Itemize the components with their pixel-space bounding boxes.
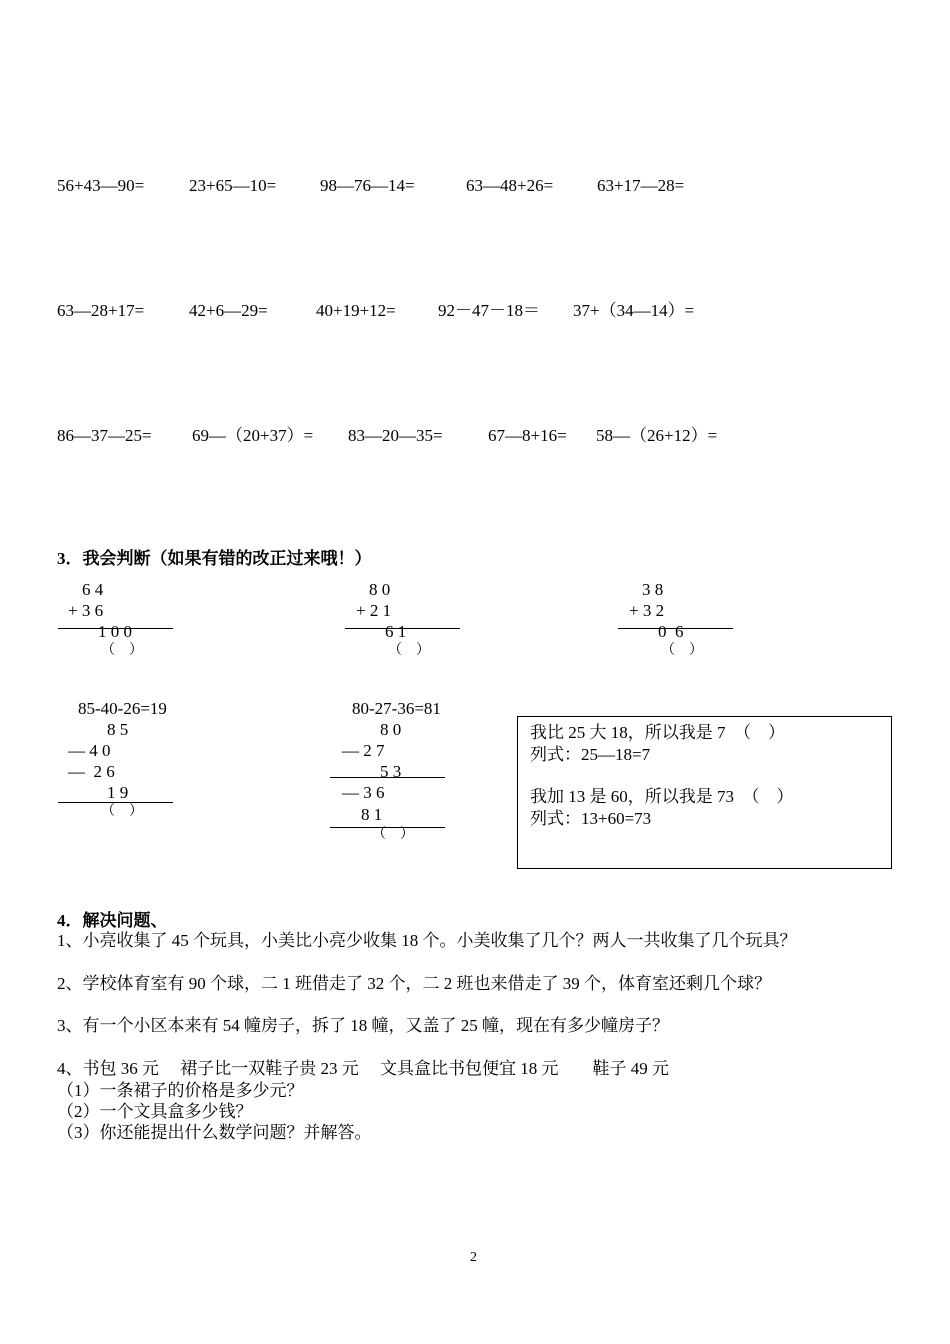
expr: 63+17—28= [597, 176, 685, 195]
expr: 42+6—29= [189, 301, 268, 320]
box-line-2: 列式：25—18=7 [530, 745, 651, 764]
expr: 40+19+12= [316, 301, 396, 320]
expr: 63—48+26= [466, 176, 554, 195]
line-5: 8 1 [361, 805, 383, 824]
page-number: 2 [470, 1250, 477, 1265]
operand-mid: + 3 2 [629, 601, 665, 620]
result: 0 6 [658, 622, 684, 641]
line-3: — 2 6 [68, 762, 115, 781]
answer-paren: （ ） [372, 827, 414, 842]
operand-mid: + 2 1 [356, 601, 392, 620]
question-4-part-1: （1）一条裙子的价格是多少元？ [57, 1081, 304, 1100]
operand-top: 3 8 [642, 580, 664, 599]
answer-paren: （ ） [101, 804, 143, 819]
question-1: 1、小亮收集了 45 个玩具，小美比小亮少收集 18 个。小美收集了几个？两人一共收集了几个玩具？ [57, 931, 797, 950]
expr: 37+（34—14）= [573, 301, 695, 320]
expr: 63—28+17= [57, 301, 145, 320]
box-line-4: 列式：13+60=73 [530, 809, 652, 828]
question-3: 3、有一个小区本来有 54 幢房子，拆了 18 幢，又盖了 25 幢，现在有多少幢房子？ [57, 1016, 669, 1035]
line-3: 5 3 [380, 762, 402, 781]
question-4-part-2: （2）一个文具盒多少钱？ [57, 1102, 253, 1121]
line-4: — 3 6 [342, 783, 385, 802]
answer-paren: （ ） [661, 643, 703, 658]
section-4-title: 4．解决问题、 [57, 911, 168, 930]
answer-paren: （ ） [388, 643, 430, 658]
box-line-1: 我比 25 大 18，所以我是 7 （ ） [530, 723, 785, 742]
expr: 56+43—90= [57, 176, 145, 195]
expr: 83—20—35= [348, 426, 443, 445]
box-line-3: 我加 13 是 60，所以我是 73 （ ） [530, 787, 794, 806]
question-4-part-3: （3）你还能提出什么数学问题？并解答。 [57, 1123, 372, 1142]
answer-paren: （ ） [101, 643, 143, 658]
line-4: 1 9 [107, 783, 129, 802]
subtotal-line [330, 777, 445, 778]
result: 1 0 0 [98, 622, 132, 641]
result-line [58, 802, 173, 803]
expr: 92－47－18＝ [438, 301, 540, 320]
operand-top: 8 0 [369, 580, 391, 599]
expr: 86—37—25= [57, 426, 152, 445]
expr: 58—（26+12）= [596, 426, 718, 445]
line-2: — 2 7 [342, 741, 385, 760]
expr: 69—（20+37）= [192, 426, 314, 445]
line-2: — 4 0 [68, 741, 111, 760]
operand-mid: + 3 6 [68, 601, 104, 620]
result: 6 1 [385, 622, 407, 641]
line-1: 8 0 [380, 720, 402, 739]
equation: 80-27-36=81 [352, 699, 441, 718]
line-1: 8 5 [107, 720, 129, 739]
operand-top: 6 4 [82, 580, 104, 599]
section-3-title: 3．我会判断（如果有错的改正过来哦！） [57, 549, 372, 568]
expr: 67—8+16= [488, 426, 567, 445]
expr: 23+65—10= [189, 176, 277, 195]
question-4: 4、书包 36 元 裙子比一双鞋子贵 23 元 文具盒比书包便宜 18 元 鞋子 49 元 [57, 1059, 669, 1078]
expr: 98—76—14= [320, 176, 415, 195]
question-2: 2、学校体育室有 90 个球，二 1 班借走了 32 个，二 2 班也来借走了 39 个，体育室还剩几个球？ [57, 974, 771, 993]
equation: 85-40-26=19 [78, 699, 167, 718]
